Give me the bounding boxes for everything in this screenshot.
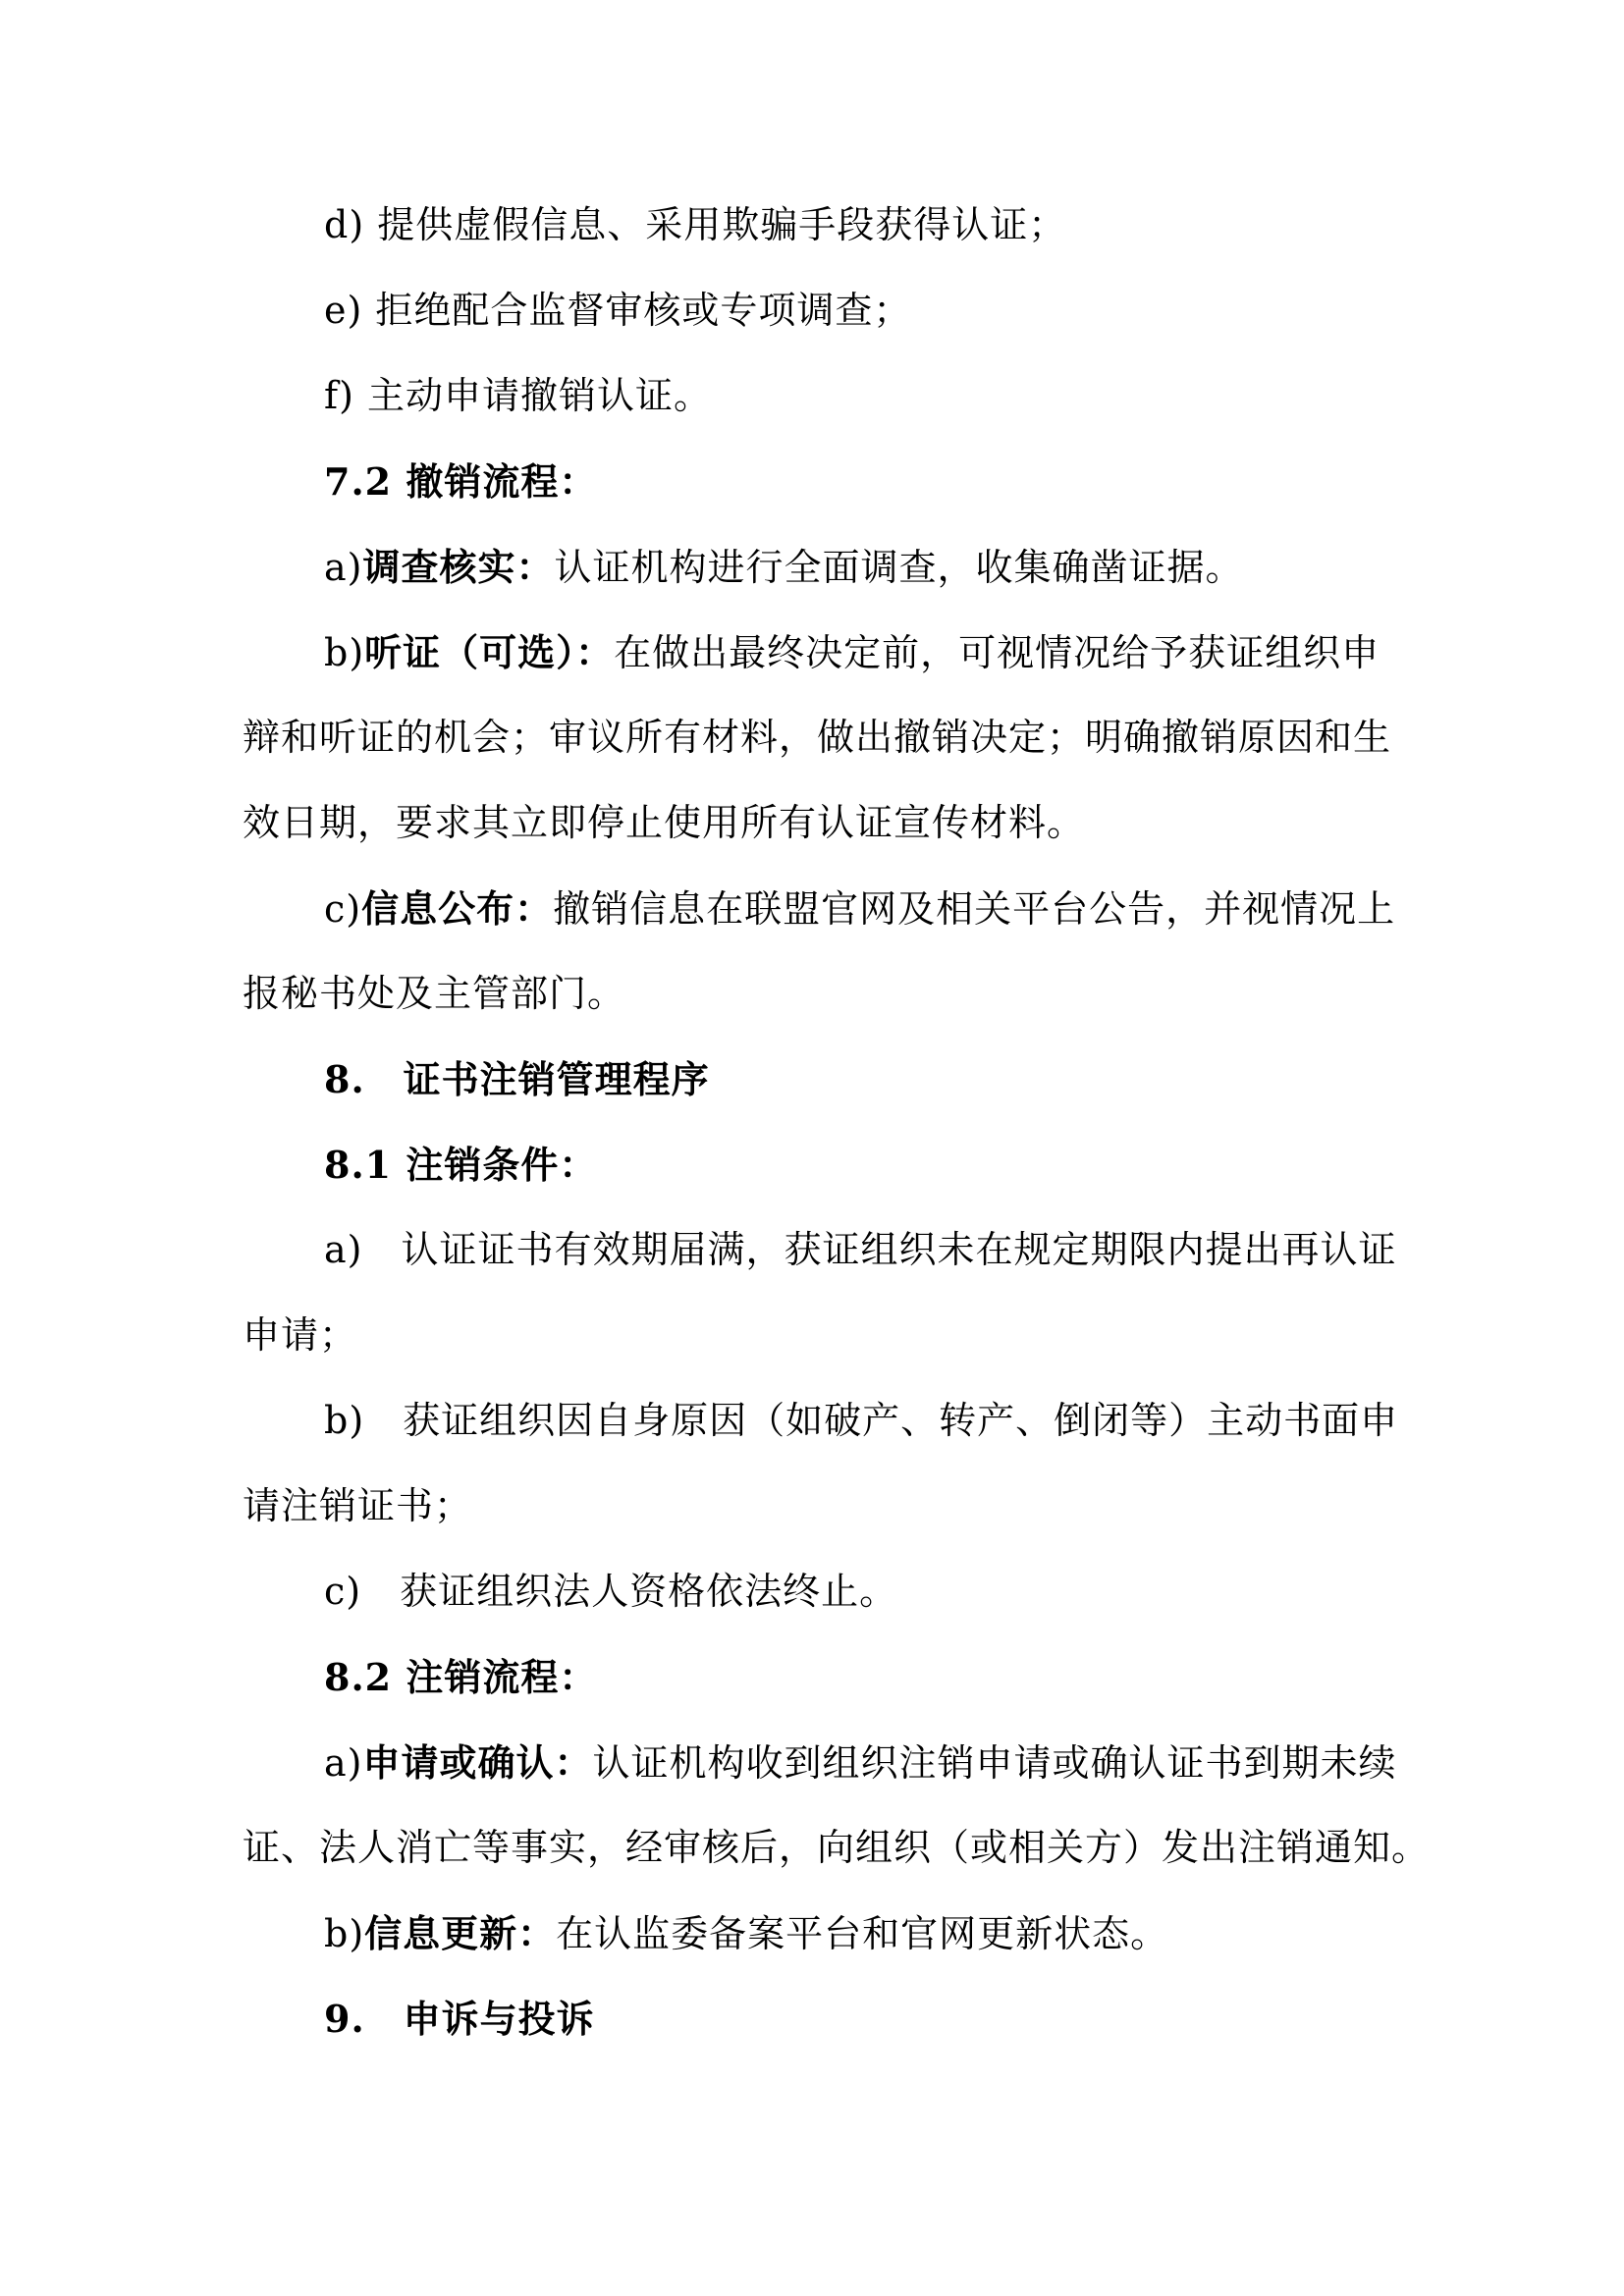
text-line bbox=[243, 780, 1391, 866]
run-in-head: 信息公布： bbox=[361, 886, 554, 931]
text-run: 撤销信息在联盟官网及相关平台公告，并视情况上 bbox=[553, 887, 1396, 931]
list-item-a-investigate bbox=[243, 524, 1391, 610]
text-run: b) bbox=[324, 1912, 365, 1955]
text-line bbox=[243, 1805, 1431, 1891]
section-heading-9 bbox=[243, 1976, 1391, 2061]
text-run: 报秘书处及主管部门。 bbox=[243, 972, 626, 1015]
text-run: e) 拒绝配合监督审核或专项调查； bbox=[324, 289, 912, 332]
list-item-f bbox=[243, 353, 1391, 439]
list-item-b-info-update bbox=[243, 1891, 1391, 1976]
list-item-c-publish bbox=[243, 866, 1396, 951]
run-in-head: 申请或确认： bbox=[362, 1740, 593, 1785]
list-item-b-hearing bbox=[243, 610, 1391, 695]
text-run: c) bbox=[324, 887, 362, 931]
text-run: 辩和听证的机会；审议所有材料，做出撤销决定；明确撤销原因和生 bbox=[243, 716, 1392, 759]
text-run: 在认监委备案平台和官网更新状态。 bbox=[556, 1912, 1169, 1955]
text-line bbox=[243, 1293, 1391, 1378]
text-run: 申请； bbox=[243, 1313, 358, 1357]
text-run: d) 提供虚假信息、采用欺骗手段获得认证； bbox=[324, 203, 1067, 246]
heading-text: 8. 证书注销管理程序 bbox=[324, 1057, 710, 1101]
text-line bbox=[243, 695, 1391, 780]
section-heading-8-1 bbox=[243, 1122, 1391, 1207]
heading-text: 9. 申诉与投诉 bbox=[324, 1997, 595, 2041]
text-line bbox=[243, 1464, 1391, 1549]
text-run: 在做出最终决定前，可视情况给予获证组织申 bbox=[614, 631, 1380, 674]
list-item-b-self-reason bbox=[243, 1378, 1399, 1464]
text-line bbox=[243, 951, 1391, 1037]
text-run: 证、法人消亡等事实，经审核后，向组织（或相关方）发出注销通知。 bbox=[243, 1826, 1431, 1869]
heading-text: 8.1 注销条件： bbox=[324, 1143, 598, 1187]
list-item-e bbox=[243, 268, 1391, 353]
text-run: f) 主动申请撤销认证。 bbox=[324, 374, 712, 417]
text-run: 认证机构收到组织注销申请或确认证书到期未续 bbox=[592, 1741, 1397, 1785]
text-run: 效日期，要求其立即停止使用所有认证宣传材料。 bbox=[243, 801, 1086, 844]
heading-text: 7.2 撤销流程： bbox=[324, 459, 598, 504]
run-in-head: 调查核实： bbox=[362, 545, 555, 589]
list-item-a-apply-confirm bbox=[243, 1720, 1397, 1805]
text-run: c) 获证组织法人资格依法终止。 bbox=[324, 1570, 898, 1613]
list-item-c-legal-end bbox=[243, 1549, 1391, 1634]
document-body bbox=[243, 183, 1431, 2061]
run-in-head: 听证（可选）： bbox=[364, 630, 615, 674]
text-run: b) bbox=[324, 631, 365, 674]
text-run: 请注销证书； bbox=[243, 1484, 473, 1527]
section-heading-7-2 bbox=[243, 439, 1391, 524]
text-run: b) 获证组织因自身原因（如破产、转产、倒闭等）主动书面申 bbox=[324, 1399, 1399, 1442]
section-heading-8-2 bbox=[243, 1634, 1391, 1720]
list-item-a-expiry bbox=[243, 1207, 1397, 1293]
text-run: a) 认证证书有效期届满，获证组织未在规定期限内提出再认证 bbox=[324, 1228, 1397, 1271]
text-run: 认证机构进行全面调查，收集确凿证据。 bbox=[554, 546, 1244, 589]
text-run: a) bbox=[324, 546, 363, 589]
text-run: a) bbox=[324, 1741, 363, 1785]
list-item-d bbox=[243, 183, 1391, 268]
run-in-head: 信息更新： bbox=[364, 1911, 557, 1955]
section-heading-8 bbox=[243, 1037, 1391, 1122]
heading-text: 8.2 注销流程： bbox=[324, 1655, 598, 1699]
